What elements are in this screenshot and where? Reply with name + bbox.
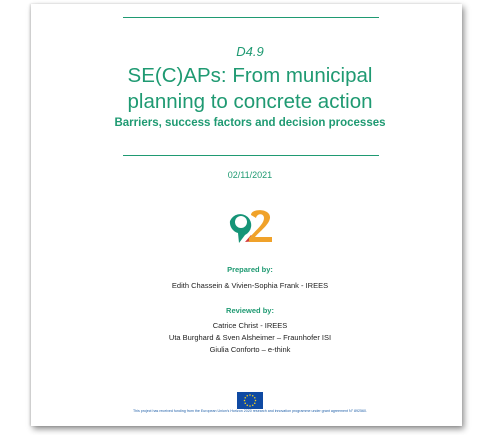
- top-divider: [123, 17, 379, 18]
- prepared-label: Prepared by:: [227, 265, 273, 274]
- bottom-divider: [123, 155, 379, 156]
- reviewer-line: Catrice Christ - IREES: [212, 321, 288, 330]
- reviewed-label: Reviewed by:: [226, 306, 274, 315]
- funding-note: This project has received funding from the European Union's Horizon 2020 research and innovation programme under grant agreement N° 892560.: [132, 409, 368, 413]
- eu-stars: [237, 392, 263, 409]
- eu-flag-icon: [237, 392, 263, 409]
- document-subtitle: Barriers, success factors and decision processes: [114, 117, 386, 129]
- project-logo-icon: [225, 205, 277, 245]
- deliverable-code: D4.9: [236, 44, 264, 59]
- reviewer-line: Uta Burghard & Sven Alsheimer – Fraunhofer ISI: [168, 333, 332, 342]
- document-title: [0, 63, 500, 115]
- title-line-2: planning to concrete action: [127, 90, 373, 113]
- document-date: 02/11/2021: [227, 170, 273, 180]
- reviewer-line: Giulia Conforto – e-think: [209, 345, 291, 354]
- prepared-names: Edith Chassein & Vivien-Sophia Frank - IREES: [171, 281, 329, 290]
- title-line-1: SE(C)APs: From municipal: [127, 64, 373, 87]
